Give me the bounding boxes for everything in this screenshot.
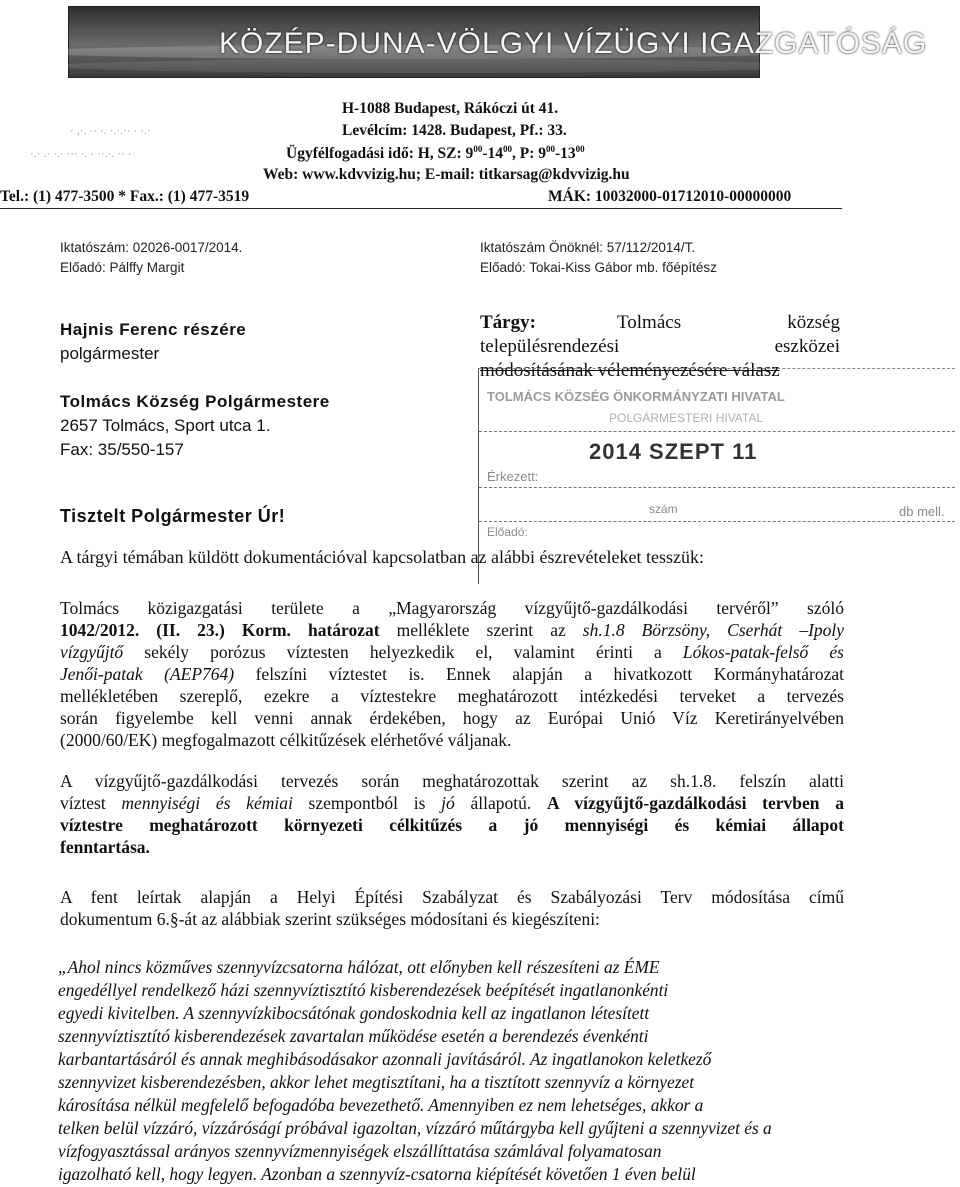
subject-label: Tárgy: — [480, 312, 536, 333]
quote-line: vízfogyasztással arányos szennyvízmennyiségek elszállíttatása számlával folyamatosan — [58, 1141, 662, 1161]
ref-right-number: Iktatószám Önöknél: 57/112/2014/T. — [480, 240, 696, 255]
recipient-title: polgármester — [60, 344, 160, 363]
stamp-received-label: Érkezett: — [487, 469, 539, 484]
quote-line: igazolható kell, hogy legyen. Azonban a szennyvíz-csatorna kiépítését követően 1 éven belül — [58, 1164, 696, 1184]
subject-line-1: Tárgy: Tolmács község — [480, 312, 840, 333]
org-mak-number: MÁK: 10032000-01712010-00000000 — [548, 188, 792, 205]
recipient-office: Tolmács Község Polgármestere — [60, 392, 330, 411]
org-address: H-1088 Budapest, Rákóczi út 41. — [342, 100, 559, 117]
quote-line: szennyvizet kisberendezésben, akkor lehet megtisztítani, ha a tisztított szennyvíz a környezet — [58, 1072, 695, 1092]
stamp-sub: POLGÁRMESTERI HIVATAL — [609, 411, 764, 425]
paragraph-2: A vízgyűjtő-gazdálkodási tervezés során meghatározottak szerint az sh.1.8. felszín alatti víztest mennyiségi és kémiai szempontból is jó állapotú. A vízgyűjtő-gazdálkodási tervben a víztestre meghatározott környezeti célkitűzés a jó mennyiségi és kémiai állapot fenntartása. — [60, 771, 844, 857]
recipient-address: 2657 Tolmács, Sport utca 1. — [60, 416, 271, 435]
stamp-number-label: szám — [649, 502, 678, 516]
salutation: Tisztelt Polgármester Úr! — [60, 506, 286, 526]
quote-line: telken belül vízzáró, vízzáróságí próbával igazoltan, vízzáró műtárgyba kell gyűjteni a szennyvizet és a — [58, 1118, 772, 1138]
quote-line: szennyvíztisztító kisberendezések zavartalan működése esetén a berendezés évenkénti — [58, 1026, 649, 1046]
quote-line: „Ahol nincs közműves szennyvízcsatorna hálózat, ott előnyben kell részesíteni az ÉME — [58, 957, 660, 977]
letterhead-title: KÖZÉP-DUNA-VÖLGYI VÍZÜGYI IGAZGATÓSÁG — [219, 27, 928, 60]
ref-right-referent: Előadó: Tokai-Kiss Gábor mb. főépítész — [480, 260, 717, 275]
recipient-name: Hajnis Ferenc részére — [60, 320, 247, 339]
stamp-office: TOLMÁCS KÖZSÉG ÖNKORMÁNYZATI HIVATAL — [487, 389, 785, 404]
quote-line: engedéllyel rendelkező házi szennyvíztisztító kisberendezések beépítését ingatlanonkénti — [58, 980, 669, 1000]
paragraph-3: A fent leírtak alapján a Helyi Építési Szabályzat és Szabályozási Terv módosítása című dokumentum 6.§-át az alábbiak szerint szükséges módosítani és kiegészíteni: — [60, 887, 844, 929]
scan-noise: · ,·. ·· ·. ·.·.·· · ·.· — [70, 125, 151, 137]
ref-left-referent: Előadó: Pálffy Margit — [60, 260, 185, 275]
subject-line-3: módosításának véleményezésére válasz — [480, 360, 780, 381]
quoted-regulation — [58, 956, 848, 1186]
org-web-email: Web: www.kdvvizig.hu; E-mail: titkarsag@kdvvizig.hu — [263, 166, 630, 183]
recipient-fax: Fax: 35/550-157 — [60, 440, 184, 459]
stamp-date: 2014 SZEPT 11 — [589, 439, 758, 464]
stamp-attachments-label: db mell. — [899, 504, 945, 519]
quote-line: egyedi kivitelben. A szennyvízkibocsátónak gondoskodnia kell az ingatlanon létesített — [58, 1003, 650, 1023]
office-hours: Ügyfélfogadási idő: H, SZ: $9^{00}-14^{00}$, P: $9^{00}-13^{00}$ — [286, 144, 585, 163]
quote-line: károsítása nélkül megfelelő befogadóba bevezethető. Amennyiben ez nem lehetséges, akkor a — [58, 1095, 704, 1115]
org-phone-fax: Tel.: (1) 477-3500 * Fax.: (1) 477-3519 — [0, 188, 250, 205]
ref-left-number: Iktatószám: 02026-0017/2014. — [60, 240, 243, 255]
intro-text: A tárgyi témában küldött dokumentációval kapcsolatban az alábbi észrevételeket tesszük: — [60, 547, 704, 567]
paragraph-1: Tolmács közigazgatási területe a „Magyarország vízgyűjtő-gazdálkodási tervéről” szóló 1042/2012. (II. 23.) Korm. határozat melléklete szerint az sh.1.8 Börzsöny, Cserhát –Ipoly vízgyűjtő sekély porózus víztesten helyezkedik el, valamint érinti a Lókos-patak-felső és Jenői-patak (AEP764) felszíni víztestet is. Ennek alapján a hivatkozott Kormányhatározat mellékletében szereplő, ezekre a víztestekre meghatározott intézkedési terveket a tervezés során figyelembe kell venni annak érdekében, hogy az Európai Unió Víz Keretirányelvében (2000/60/EK) megfogalmazott célkitűzések elérhetővé váljanak. — [60, 598, 845, 750]
header-rule — [0, 208, 842, 209]
stamp-referent-label: Előadó: — [487, 525, 528, 539]
subject-line-2: településrendezési eszközei — [480, 336, 840, 357]
letterhead-banner — [68, 6, 928, 78]
quote-line: karbantartásáról és annak meghibásodásakor azonnali javításáról. Az ingatlanokon keletkező — [58, 1049, 712, 1069]
org-mail-address: Levélcím: 1428. Budapest, Pf.: 33. — [342, 122, 567, 139]
scan-noise: ·.· .· ·.· ··· ·. · ··.·. ·· · — [30, 148, 132, 160]
